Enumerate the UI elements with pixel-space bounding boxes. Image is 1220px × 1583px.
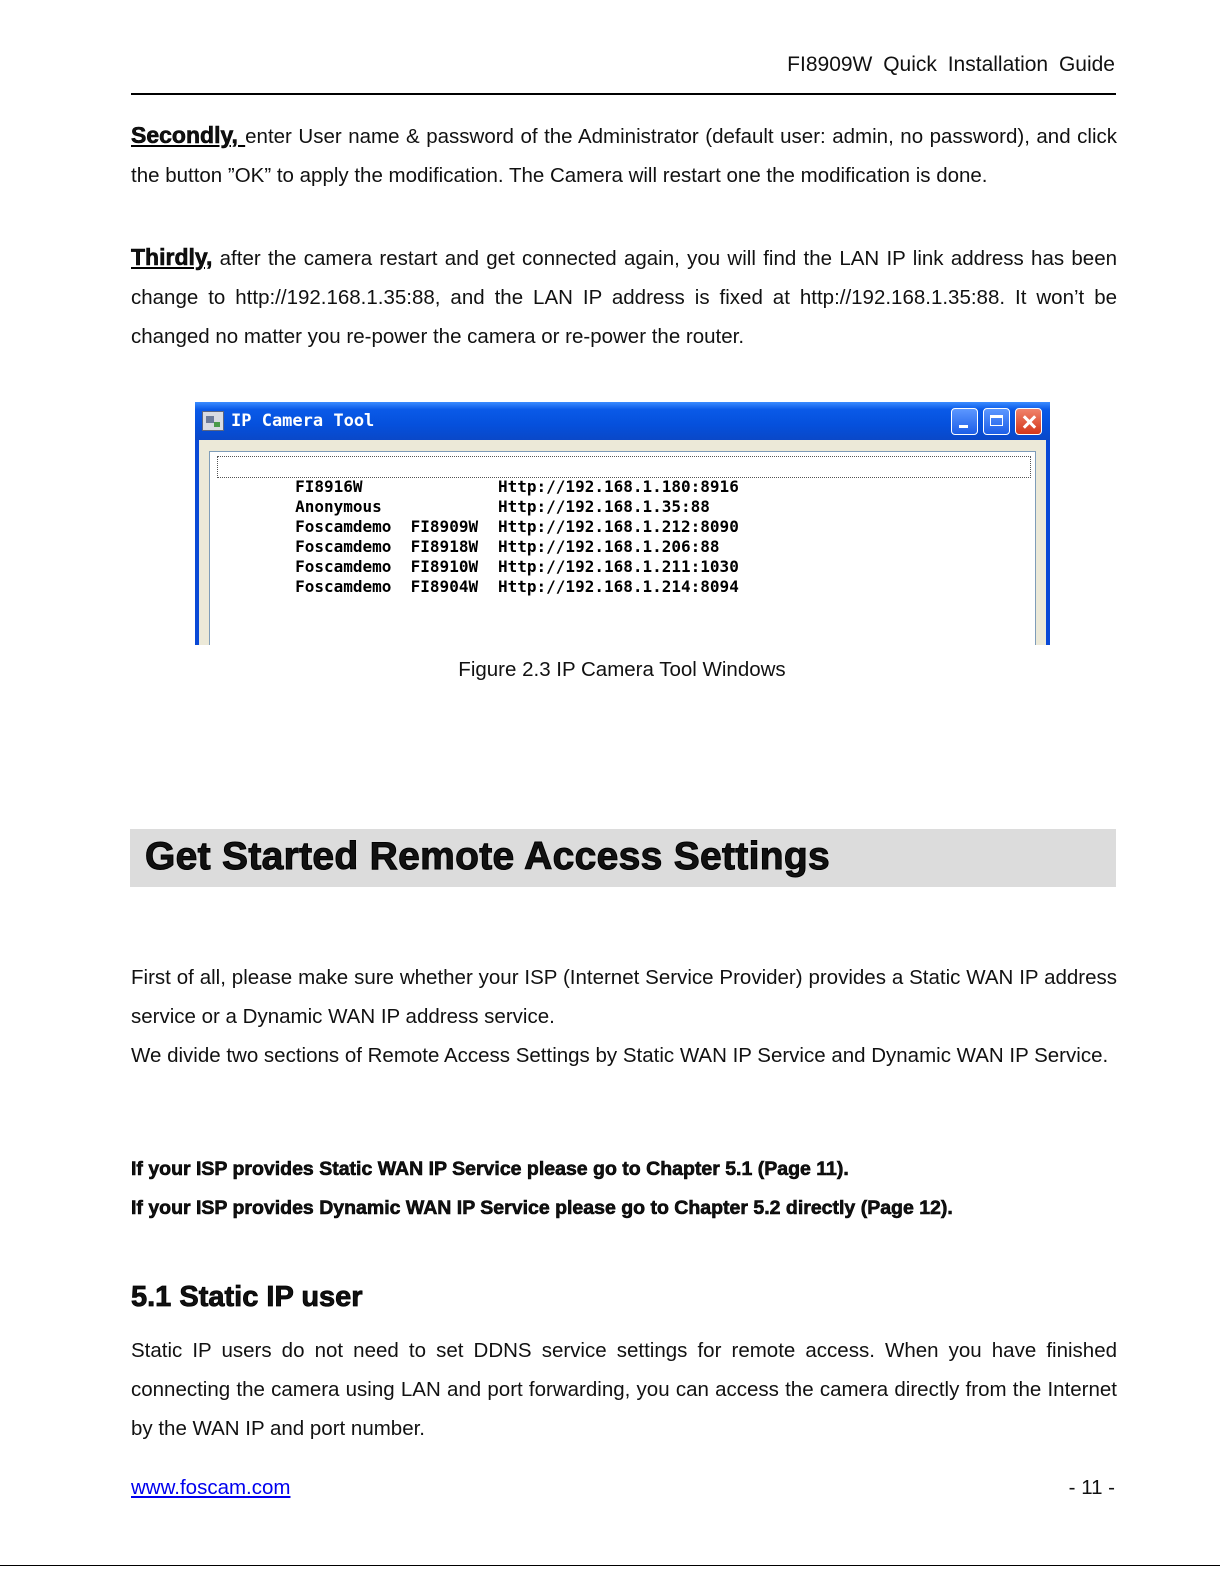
- intro-paragraph-1: First of all, please make sure whether your ISP (Internet Service Provider) provides a Static WAN IP address service or a Dynamic WAN IP address service.: [131, 966, 1117, 1028]
- note-static: If your ISP provides Static WAN IP Service please go to Chapter 5.1 (Page 11).: [131, 1158, 849, 1180]
- camera-url: Http://192.168.1.35:88: [498, 497, 710, 516]
- camera-url: Http://192.168.1.180:8916: [498, 477, 739, 496]
- section-51-paragraph: Static IP users do not need to set DDNS service settings for remote access. When you have finished connecting the camera using LAN and port forwarding, you can access the camera directly from the Internet by the WAN IP and port number.: [131, 1339, 1117, 1440]
- intro-paragraph-2: We divide two sections of Remote Access Settings by Static WAN IP Service and Dynamic WAN IP Service.: [131, 1044, 1109, 1067]
- camera-name: Foscamdemo FI8910W: [295, 557, 479, 576]
- camera-name: Foscamdemo FI8909W: [295, 517, 479, 536]
- minimize-button[interactable]: [951, 408, 978, 435]
- camera-name: Anonymous: [295, 497, 382, 516]
- camera-name: FI8916W: [295, 477, 363, 496]
- footer-link[interactable]: www.foscam.com: [131, 1476, 291, 1499]
- camera-name: Foscamdemo FI8904W: [295, 577, 479, 596]
- camera-list-row[interactable]: [218, 457, 1030, 496]
- text-secondly: enter User name & password of the Administrator (default user: admin, no password), and click the button ”OK” to apply the modification. The Camera will restart one the modification is done.: [131, 125, 1117, 187]
- maximize-button[interactable]: [983, 408, 1010, 435]
- page-number: - 11 -: [1068, 1476, 1115, 1499]
- section-heading: 5.1 Static IP user: [131, 1281, 363, 1313]
- window-title: IP Camera Tool: [231, 411, 375, 431]
- camera-url: Http://192.168.1.214:8094: [498, 577, 739, 596]
- running-header: FI8909W Quick Installation Guide: [787, 53, 1115, 76]
- camera-url: Http://192.168.1.211:1030: [498, 557, 739, 576]
- app-icon: [202, 411, 224, 431]
- camera-name: Foscamdemo FI8918W: [295, 537, 479, 556]
- lead-thirdly: Thirdly,: [131, 244, 213, 270]
- section-band: [130, 829, 1116, 887]
- camera-url: Http://192.168.1.206:88: [498, 537, 720, 556]
- window-body: [199, 440, 1046, 645]
- text-thirdly: after the camera restart and get connected again, you will find the LAN IP link address has been change to http://192.168.1.35:88, and the LAN IP address is fixed at http://192.168.1.35:88. It won’t be changed no matter you re-power the camera or re-power the router.: [131, 247, 1117, 348]
- paragraph-thirdly: [131, 238, 1117, 356]
- camera-list[interactable]: [209, 451, 1036, 645]
- section-title: Get Started Remote Access Settings: [145, 835, 830, 878]
- lead-secondly: Secondly,: [131, 122, 246, 148]
- close-button[interactable]: [1015, 408, 1042, 435]
- ip-camera-tool-window: [195, 402, 1050, 645]
- note-dynamic: If your ISP provides Dynamic WAN IP Service please go to Chapter 5.2 directly (Page 12).: [131, 1197, 953, 1219]
- bottom-rule: [0, 1565, 1220, 1566]
- paragraph-secondly: [131, 116, 1117, 195]
- figure-caption: Figure 2.3 IP Camera Tool Windows: [458, 658, 786, 681]
- window-titlebar[interactable]: [195, 402, 1050, 440]
- header-rule: [131, 93, 1116, 95]
- camera-url: Http://192.168.1.212:8090: [498, 517, 739, 536]
